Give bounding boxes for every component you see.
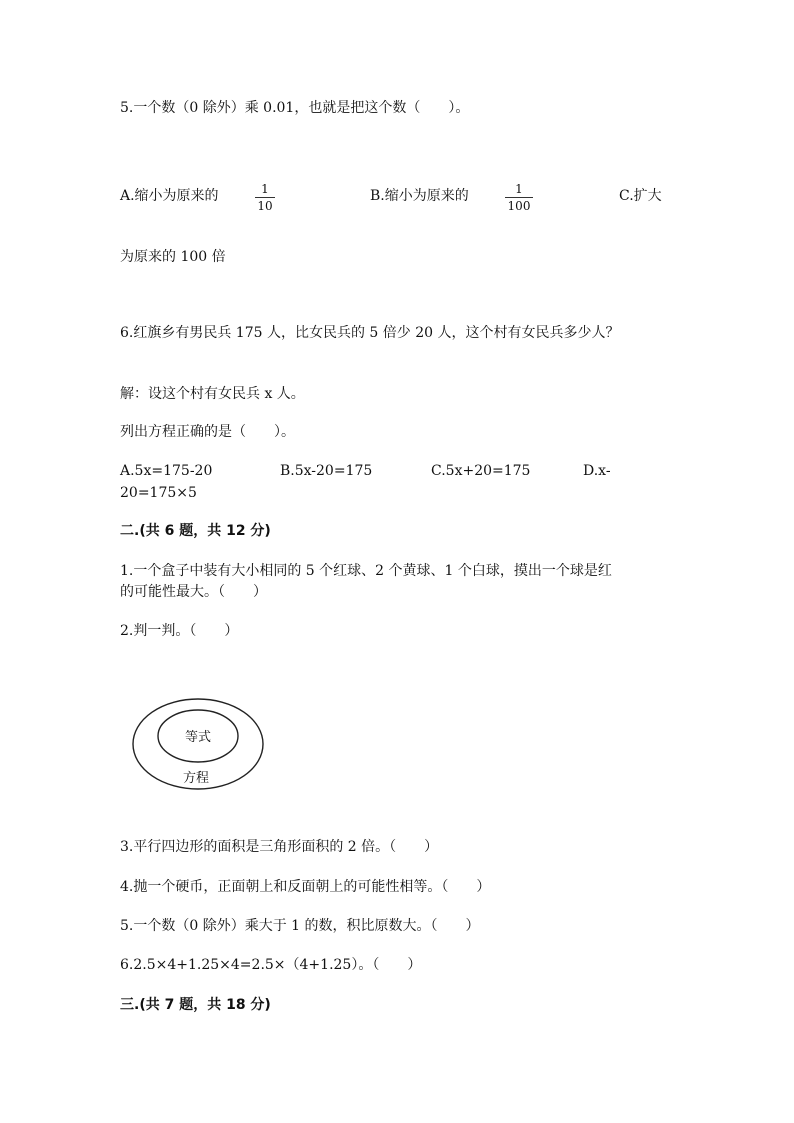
equation-set-diagram bbox=[130, 696, 268, 792]
fraction-bar bbox=[505, 197, 533, 198]
q6-stem: 6.红旗乡有男民兵 175 人，比女民兵的 5 倍少 20 人，这个村有女民兵多少人？ bbox=[120, 325, 620, 341]
s2-q5: 5.一个数（0 除外）乘大于 1 的数，积比原数大。（ ） bbox=[120, 918, 480, 934]
q5-option-c: C.扩大 bbox=[619, 188, 662, 204]
diagram-outer-label: 方程 bbox=[182, 771, 210, 786]
q5-stem: 5.一个数（0 除外）乘 0.01，也就是把这个数（ ）。 bbox=[120, 100, 470, 116]
s2-q6: 6.2.5×4+1.25×4=2.5×（4+1.25）。（ ） bbox=[120, 957, 422, 973]
fraction-numerator: 1 bbox=[515, 182, 523, 196]
q5-option-b-fraction bbox=[505, 182, 533, 213]
q6-option-c: C.5x+20=175 bbox=[431, 463, 531, 479]
s2-q3: 3.平行四边形的面积是三角形面积的 2 倍。（ ） bbox=[120, 839, 439, 855]
q5-option-a: A.缩小为原来的 bbox=[120, 188, 219, 204]
q6-option-a: A.5x=175-20 bbox=[120, 463, 213, 479]
fraction-denominator: 100 bbox=[507, 199, 531, 213]
q6-solution-setup: 解：设这个村有女民兵 x 人。 bbox=[120, 386, 305, 402]
q5-option-c-continued: 为原来的 100 倍 bbox=[120, 249, 226, 265]
q5-option-b: B.缩小为原来的 bbox=[370, 188, 469, 204]
fraction-bar bbox=[255, 197, 275, 198]
s2-q1-line1: 1.一个盒子中装有大小相同的 5 个红球、2 个黄球、1 个白球，摸出一个球是红 bbox=[120, 563, 612, 579]
diagram-inner-label: 等式 bbox=[184, 730, 212, 745]
section3-heading: 三.(共 7 题，共 18 分) bbox=[120, 997, 271, 1013]
q6-ask: 列出方程正确的是（ ）。 bbox=[120, 424, 295, 440]
fraction-numerator: 1 bbox=[261, 182, 269, 196]
s2-q1-line2: 的可能性最大。（ ） bbox=[120, 584, 267, 600]
section2-heading: 二.(共 6 题，共 12 分) bbox=[120, 523, 271, 539]
s2-q4: 4.抛一个硬币，正面朝上和反面朝上的可能性相等。（ ） bbox=[120, 879, 491, 895]
fraction-denominator: 10 bbox=[257, 199, 273, 213]
q6-option-b: B.5x-20=175 bbox=[280, 463, 373, 479]
q6-option-d-continued: 20=175×5 bbox=[120, 485, 197, 501]
s2-q2: 2.判一判。（ ） bbox=[120, 623, 239, 639]
q5-option-a-fraction bbox=[255, 182, 275, 213]
q6-option-d: D.x- bbox=[583, 463, 611, 479]
